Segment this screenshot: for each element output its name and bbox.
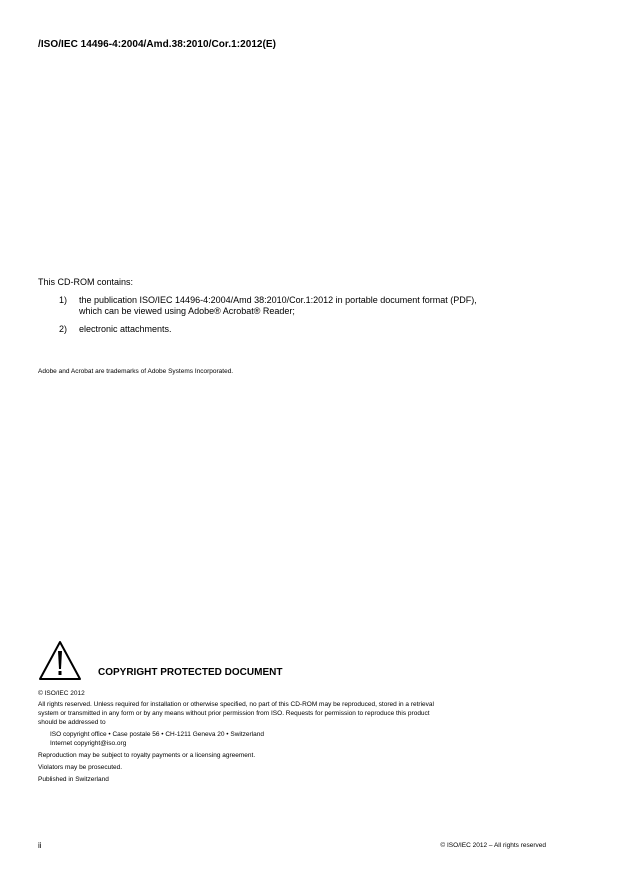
copyright-office-email: Internet copyright@iso.org <box>50 740 127 747</box>
copyright-year: © ISO/IEC 2012 <box>38 690 85 697</box>
rights-line: system or transmitted in any form or by any means without prior permission from ISO. Requests for permission to reproduce this product <box>38 710 430 717</box>
published-location: Published in Switzerland <box>38 776 109 783</box>
list-item <box>38 324 558 335</box>
list-item-text: the publication ISO/IEC 14496-4:2004/Amd 38:2010/Cor.1:2012 in portable document format (PDF), <box>79 295 477 305</box>
copyright-title: COPYRIGHT PROTECTED DOCUMENT <box>98 667 283 678</box>
copyright-office-address: ISO copyright office • Case postale 56 • CH-1211 Geneva 20 • Switzerland <box>50 731 264 738</box>
list-item-number: 2) <box>59 324 68 334</box>
copyright-text <box>38 700 548 784</box>
violators-notice: Violators may be prosecuted. <box>38 764 123 771</box>
copyright-heading-row <box>38 640 558 686</box>
list-item-text: electronic attachments. <box>79 324 172 334</box>
footer-rights: © ISO/IEC 2012 – All rights reserved <box>440 842 546 849</box>
document-id-header: /ISO/IEC 14496-4:2004/Amd.38:2010/Cor.1:2012(E) <box>38 39 277 50</box>
list-item <box>38 295 558 317</box>
list-item-text-continued: which can be viewed using Adobe® Acrobat® Reader; <box>79 306 295 316</box>
trademark-notice: Adobe and Acrobat are trademarks of Adobe Systems Incorporated. <box>38 368 234 375</box>
rights-line: All rights reserved. Unless required for installation or otherwise specified, no part of this CD-ROM may be reproduced, stored in a retrieval <box>38 701 434 708</box>
warning-triangle-icon <box>38 640 82 682</box>
cdrom-contents-list <box>38 295 558 342</box>
list-item-number: 1) <box>59 295 68 305</box>
cdrom-intro: This CD-ROM contains: <box>38 277 134 287</box>
page-number: ii <box>38 841 42 850</box>
copyright-block <box>38 640 558 783</box>
rights-line: should be addressed to <box>38 719 106 726</box>
royalty-notice: Reproduction may be subject to royalty payments or a licensing agreement. <box>38 752 256 759</box>
